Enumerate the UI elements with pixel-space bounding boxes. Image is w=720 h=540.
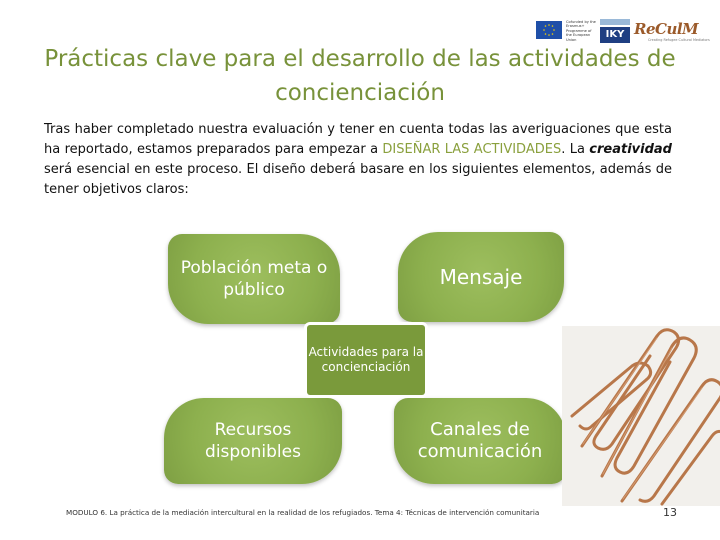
partner-logos (536, 18, 712, 44)
iky-logo (600, 19, 630, 43)
diagram-center-box (307, 325, 425, 395)
diagram-box-channels (394, 398, 566, 484)
iky-logo-text: IKY (600, 27, 630, 43)
recul-logo-tagline: Creating Refugee Cultural Mediators (648, 38, 710, 42)
intro-highlight: DISEÑAR LAS ACTIVIDADES (382, 142, 562, 157)
diagram-box-message (398, 232, 564, 322)
diagram-box-message-label: Mensaje (439, 265, 523, 289)
intro-emphasis: creatividad (589, 142, 672, 157)
recul-logo-text: ReCulM (634, 20, 699, 38)
recul-logo (634, 18, 712, 44)
diagram-box-audience-label: Población meta o público (180, 258, 328, 300)
footer-text: MODULO 6. La práctica de la mediación intercultural en la realidad de los refugiados. Tema 4: Técnicas de intervención comunitaria (66, 508, 540, 517)
diagram-box-resources-label: Recursos disponibles (205, 420, 301, 462)
page-number: 13 (663, 506, 677, 519)
diagram-center-label: Actividades para la concienciación (308, 345, 424, 374)
intro-part-2: . La (561, 142, 590, 157)
diagram-box-resources (164, 398, 342, 484)
diagram-box-channels-label: Canales de comunicación (417, 419, 543, 462)
slide-title: Prácticas clave para el desarrollo de las actividades de concienciación (44, 46, 676, 106)
intro-paragraph (44, 120, 672, 200)
diagram-box-audience (168, 234, 340, 324)
eu-cofunded-text: Cofunded by the Erasmus+ Programme of the European Union (566, 20, 596, 42)
intro-part-1: Tras haber completado nuestra evaluación y tener en cuenta todas las averiguaciones que esta ha reportado, estamos preparados para empezar a (44, 122, 672, 157)
intro-part-3: será esencial en este proceso. El diseño deberá basare en los siguientes elementos, además de tener objetivos claros: (44, 162, 672, 197)
eu-flag-logo (536, 21, 562, 39)
paperclips-image (562, 326, 720, 506)
